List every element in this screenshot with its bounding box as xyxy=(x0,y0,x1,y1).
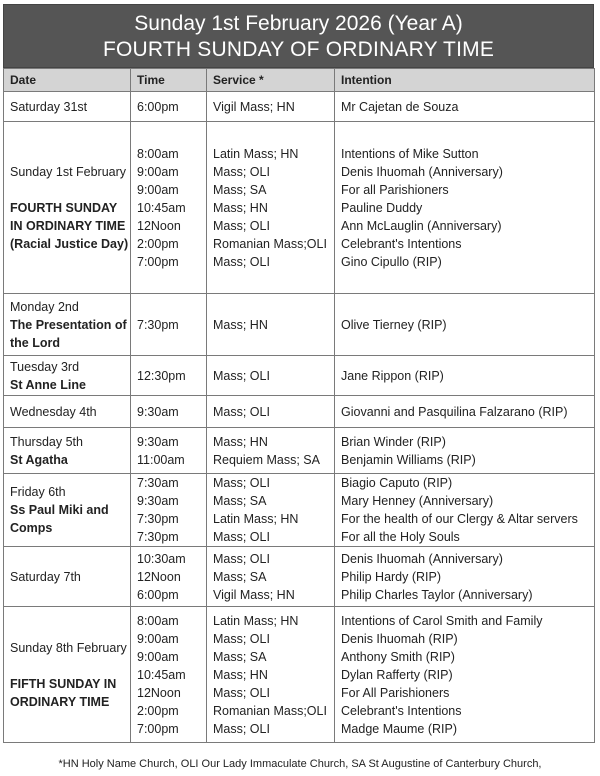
service-cell xyxy=(207,607,335,743)
feast-label: FOURTH SUNDAY IN ORDINARY TIME xyxy=(10,200,126,233)
service-entry: Vigil Mass; HN xyxy=(213,587,295,602)
table-row xyxy=(4,356,595,396)
feast-label: St Agatha xyxy=(10,452,68,467)
intention-entry: Jane Rippon (RIP) xyxy=(341,368,444,383)
intention-entry: Mary Henney (Anniversary) xyxy=(341,494,494,508)
time-entry: 9:00am xyxy=(137,649,179,664)
date-cell xyxy=(4,428,131,474)
service-entry: Mass; OLI xyxy=(213,218,270,233)
schedule-header xyxy=(3,4,594,68)
date-label: Wednesday 4th xyxy=(10,404,97,419)
intention-entry: Brian Winder (RIP) xyxy=(341,434,446,449)
service-cell xyxy=(207,428,335,474)
date-label: Sunday 8th February xyxy=(10,640,127,655)
time-entry: 7:30pm xyxy=(137,530,179,544)
time-entry: 7:00pm xyxy=(137,721,179,736)
date-label: Friday 6th xyxy=(10,485,66,499)
service-entry: Mass; HN xyxy=(213,317,268,332)
column-header-intention: Intention xyxy=(335,69,595,92)
service-entry: Mass; OLI xyxy=(213,404,270,419)
time-entry: 7:00pm xyxy=(137,254,179,269)
time-entry: 12Noon xyxy=(137,685,181,700)
time-cell xyxy=(131,547,207,607)
service-entry: Mass; OLI xyxy=(213,476,270,490)
service-entry: Mass; HN xyxy=(213,434,268,449)
time-entry: 8:00am xyxy=(137,613,179,628)
intention-entry: Denis Ihuomah (Anniversary) xyxy=(341,164,503,179)
date-label: Saturday 31st xyxy=(10,99,88,114)
date-cell xyxy=(4,294,131,356)
feast-label: (Racial Justice Day) xyxy=(10,236,129,251)
service-cell xyxy=(207,474,335,547)
table-row xyxy=(4,474,595,547)
time-entry: 2:00pm xyxy=(137,703,179,718)
table-header-row xyxy=(4,69,595,92)
service-entry: Mass; OLI xyxy=(213,551,270,566)
time-entry: 9:00am xyxy=(137,164,179,179)
intention-entry: For All Parishioners xyxy=(341,685,450,700)
service-entry: Mass; SA xyxy=(213,649,267,664)
service-cell xyxy=(207,396,335,428)
intention-entry: Intentions of Carol Smith and Family xyxy=(341,613,543,628)
intention-entry: For all the Holy Souls xyxy=(341,530,460,544)
intention-cell xyxy=(335,396,595,428)
column-header-time: Time xyxy=(131,69,207,92)
feast-label: St Anne Line xyxy=(10,377,86,392)
intention-entry: Benjamin Williams (RIP) xyxy=(341,452,476,467)
column-header-service: Service * xyxy=(207,69,335,92)
date-cell xyxy=(4,474,131,547)
intention-entry: Intentions of Mike Sutton xyxy=(341,146,479,161)
service-entry: Romanian Mass;OLI xyxy=(213,236,327,251)
intention-entry: Olive Tierney (RIP) xyxy=(341,317,447,332)
date-cell xyxy=(4,122,131,294)
service-entry: Mass; HN xyxy=(213,667,268,682)
intention-entry: Celebrant's Intentions xyxy=(341,703,462,718)
intention-cell xyxy=(335,607,595,743)
time-entry: 12Noon xyxy=(137,218,181,233)
date-label: Sunday 1st February xyxy=(10,164,127,179)
table-row xyxy=(4,547,595,607)
time-entry: 9:30am xyxy=(137,434,179,449)
service-entry: Latin Mass; HN xyxy=(213,146,299,161)
service-entry: Mass; OLI xyxy=(213,368,270,383)
time-entry: 10:45am xyxy=(137,667,186,682)
intention-cell xyxy=(335,428,595,474)
intention-cell xyxy=(335,294,595,356)
intention-entry: Giovanni and Pasquilina Falzarano (RIP) xyxy=(341,404,568,419)
intention-entry: Biagio Caputo (RIP) xyxy=(341,476,453,490)
intention-cell xyxy=(335,92,595,122)
intention-entry: Philip Hardy (RIP) xyxy=(341,569,442,584)
table-row xyxy=(4,428,595,474)
intention-entry: Ann McLauglin (Anniversary) xyxy=(341,218,502,233)
feast-label: The Presentation of the Lord xyxy=(10,317,127,350)
time-entry: 10:45am xyxy=(137,200,186,215)
footnote-legend: *HN Holy Name Church, OLI Our Lady Immaculate Church, SA St Augustine of Canterbury Church, xyxy=(58,758,542,770)
service-entry: Latin Mass; HN xyxy=(213,512,299,526)
intention-entry: Anthony Smith (RIP) xyxy=(341,649,455,664)
service-entry: Mass; OLI xyxy=(213,164,270,179)
time-entry: 10:30am xyxy=(137,551,186,566)
time-entry: 12Noon xyxy=(137,569,181,584)
service-cell xyxy=(207,294,335,356)
service-entry: Mass; SA xyxy=(213,182,267,197)
date-label: Saturday 7th xyxy=(10,569,81,584)
time-entry: 9:00am xyxy=(137,631,179,646)
table-row xyxy=(4,396,595,428)
table-row xyxy=(4,607,595,743)
service-cell xyxy=(207,547,335,607)
service-cell xyxy=(207,92,335,122)
service-entry: Requiem Mass; SA xyxy=(213,452,320,467)
service-entry: Romanian Mass;OLI xyxy=(213,703,327,718)
intention-entry: Philip Charles Taylor (Anniversary) xyxy=(341,587,533,602)
service-entry: Latin Mass; HN xyxy=(213,613,299,628)
time-cell xyxy=(131,294,207,356)
time-entry: 9:30am xyxy=(137,494,179,508)
intention-cell xyxy=(335,547,595,607)
intention-cell xyxy=(335,474,595,547)
time-cell xyxy=(131,122,207,294)
intention-entry: Denis Ihuomah (RIP) xyxy=(341,631,458,646)
table-row xyxy=(4,294,595,356)
intention-entry: Dylan Rafferty (RIP) xyxy=(341,667,453,682)
date-label: Monday 2nd xyxy=(10,299,79,314)
date-cell xyxy=(4,396,131,428)
service-entry: Mass; OLI xyxy=(213,721,270,736)
date-cell xyxy=(4,92,131,122)
time-cell xyxy=(131,428,207,474)
feast-label: Ss Paul Miki and Comps xyxy=(10,503,109,535)
time-entry: 7:30am xyxy=(137,476,179,490)
service-entry: Mass; HN xyxy=(213,200,268,215)
time-entry: 12:30pm xyxy=(137,368,186,383)
intention-entry: Pauline Duddy xyxy=(341,200,423,215)
date-cell xyxy=(4,607,131,743)
time-entry: 11:00am xyxy=(137,452,185,467)
time-entry: 9:00am xyxy=(137,182,179,197)
time-entry: 9:30am xyxy=(137,404,179,419)
schedule-table xyxy=(3,68,595,743)
date-label: Thursday 5th xyxy=(10,434,83,449)
table-row xyxy=(4,92,595,122)
time-entry: 6:00pm xyxy=(137,99,179,114)
time-cell xyxy=(131,396,207,428)
time-cell xyxy=(131,607,207,743)
intention-entry: Gino Cipullo (RIP) xyxy=(341,254,442,269)
service-cell xyxy=(207,122,335,294)
time-entry: 2:00pm xyxy=(137,236,179,251)
header-date-title: Sunday 1st February 2026 (Year A) xyxy=(134,12,463,35)
service-entry: Mass; OLI xyxy=(213,631,270,646)
time-entry: 7:30pm xyxy=(137,317,179,332)
service-cell xyxy=(207,356,335,396)
time-cell xyxy=(131,356,207,396)
intention-entry: Celebrant's Intentions xyxy=(341,236,462,251)
service-entry: Mass; OLI xyxy=(213,254,270,269)
header-sunday-title: FOURTH SUNDAY OF ORDINARY TIME xyxy=(102,38,495,61)
time-entry: 7:30pm xyxy=(137,512,179,526)
intention-entry: Mr Cajetan de Souza xyxy=(341,99,459,114)
intention-entry: For the health of our Clergy & Altar servers xyxy=(341,512,578,526)
date-cell xyxy=(4,356,131,396)
service-entry: Mass; OLI xyxy=(213,530,270,544)
intention-entry: Madge Maume (RIP) xyxy=(341,721,458,736)
date-label: Tuesday 3rd xyxy=(10,359,80,374)
time-cell xyxy=(131,474,207,547)
time-cell xyxy=(131,92,207,122)
intention-entry: For all Parishioners xyxy=(341,182,449,197)
intention-cell xyxy=(335,356,595,396)
mass-schedule xyxy=(3,4,594,743)
service-entry: Mass; SA xyxy=(213,569,267,584)
feast-label: FIFTH SUNDAY IN ORDINARY TIME xyxy=(10,676,117,709)
intention-cell xyxy=(335,122,595,294)
service-entry: Mass; SA xyxy=(213,494,267,508)
service-entry: Mass; OLI xyxy=(213,685,270,700)
column-header-date: Date xyxy=(4,69,131,92)
table-row xyxy=(4,122,595,294)
time-entry: 8:00am xyxy=(137,146,179,161)
service-entry: Vigil Mass; HN xyxy=(213,99,295,114)
time-entry: 6:00pm xyxy=(137,587,179,602)
intention-entry: Denis Ihuomah (Anniversary) xyxy=(341,551,503,566)
date-cell xyxy=(4,547,131,607)
